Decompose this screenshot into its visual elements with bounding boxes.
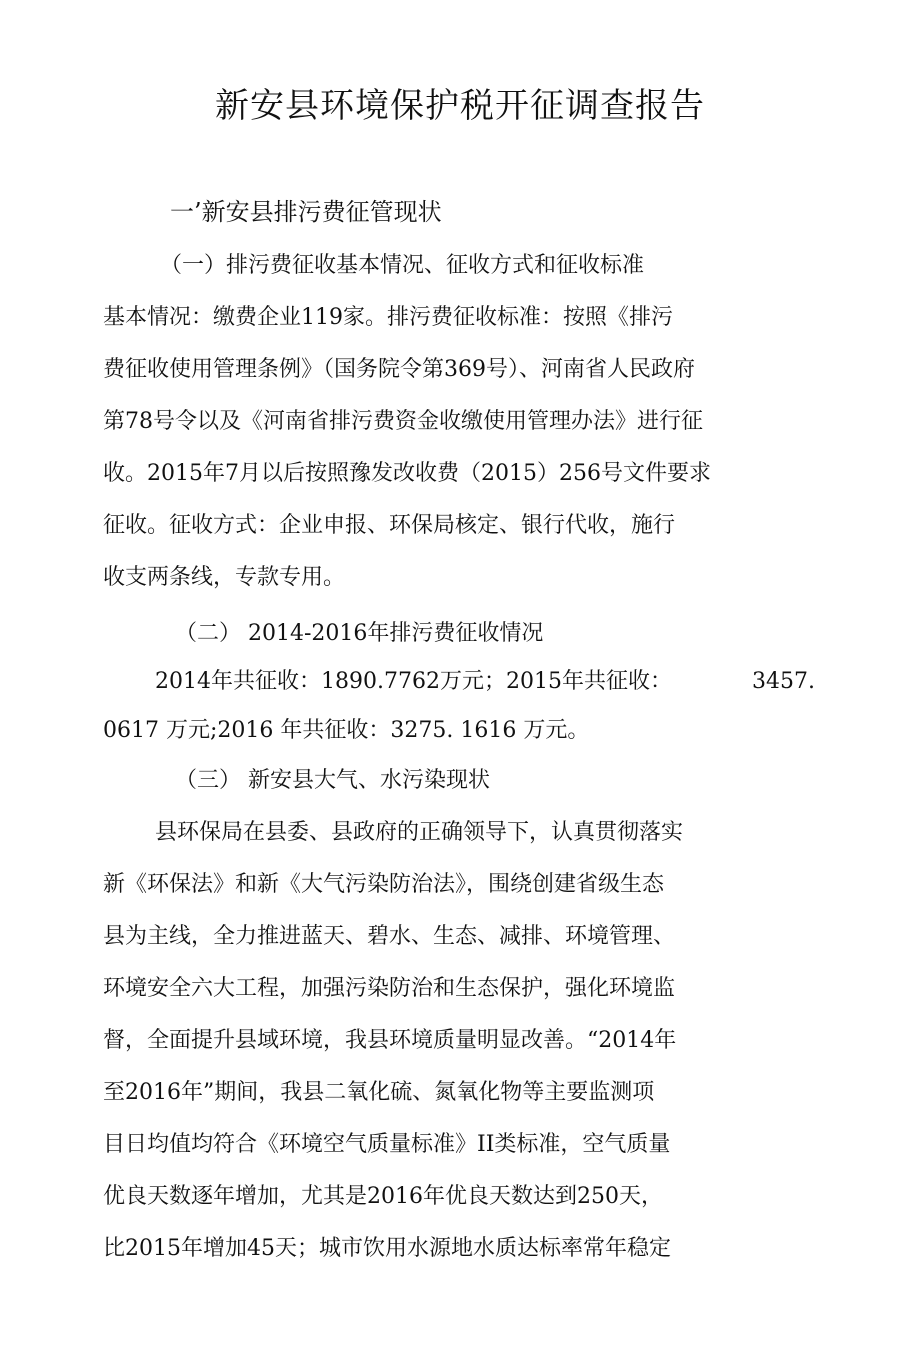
paragraph-line: 费征收使用管理条例》（国务院令第369号）、河南省人民政府 (103, 357, 695, 382)
document-title: 新安县环境保护税开征调查报告 (215, 86, 705, 126)
paragraph-line: 比2015年增加45天；城市饮用水源地水质达标率常年稳定 (103, 1236, 671, 1261)
paragraph-line: 县为主线，全力推进蓝天、碧水、生态、减排、环境管理、 (103, 924, 676, 949)
paragraph-line: 优良天数逐年增加，尤其是2016年优良天数达到250天， (103, 1184, 663, 1209)
subsection-heading-1: （一）排污费征收基本情况、征收方式和征收标准 (160, 253, 645, 278)
paragraph-line: 2014年共征收：1890.7762万元；2015年共征收： (155, 669, 672, 694)
paragraph-line: 收。2015年7月以后按照豫发改收费（2015）256号文件要求 (103, 461, 711, 486)
paragraph-line-tail: 3457. (752, 669, 815, 694)
paragraph-line: 至2016年”期间，我县二氧化硫、氮氧化物等主要监测项 (103, 1080, 655, 1105)
paragraph-line: 新《环保法》和新《大气污染防治法》，围绕创建省级生态 (103, 872, 665, 897)
section-heading-1: 一’新安县排污费征管现状 (170, 198, 442, 226)
paragraph-line: 收支两条线，专款专用。 (103, 565, 346, 590)
paragraph-line: 第78号令以及《河南省排污费资金收缴使用管理办法》进行征 (103, 409, 703, 434)
paragraph-line: 县环保局在县委、县政府的正确领导下，认真贯彻落实 (155, 820, 684, 845)
subsection-heading-2: （二） 2014-2016年排污费征收情况 (175, 621, 544, 646)
paragraph-line: 督，全面提升县域环境，我县环境质量明显改善。“2014年 (103, 1028, 677, 1053)
paragraph-line: 征收。征收方式：企业申报、环保局核定、银行代收，施行 (103, 513, 676, 538)
paragraph-line: 基本情况：缴费企业119家。排污费征收标准：按照《排污 (103, 305, 673, 330)
subsection-heading-3: （三） 新安县大气、水污染现状 (175, 768, 490, 793)
paragraph-line: 0617 万元;2016 年共征收：3275. 1616 万元。 (103, 718, 590, 743)
paragraph-line: 环境安全六大工程，加强污染防治和生态保护，强化环境监 (103, 976, 676, 1001)
paragraph-line: 目日均值均符合《环境空气质量标准》II类标准，空气质量 (103, 1132, 671, 1157)
